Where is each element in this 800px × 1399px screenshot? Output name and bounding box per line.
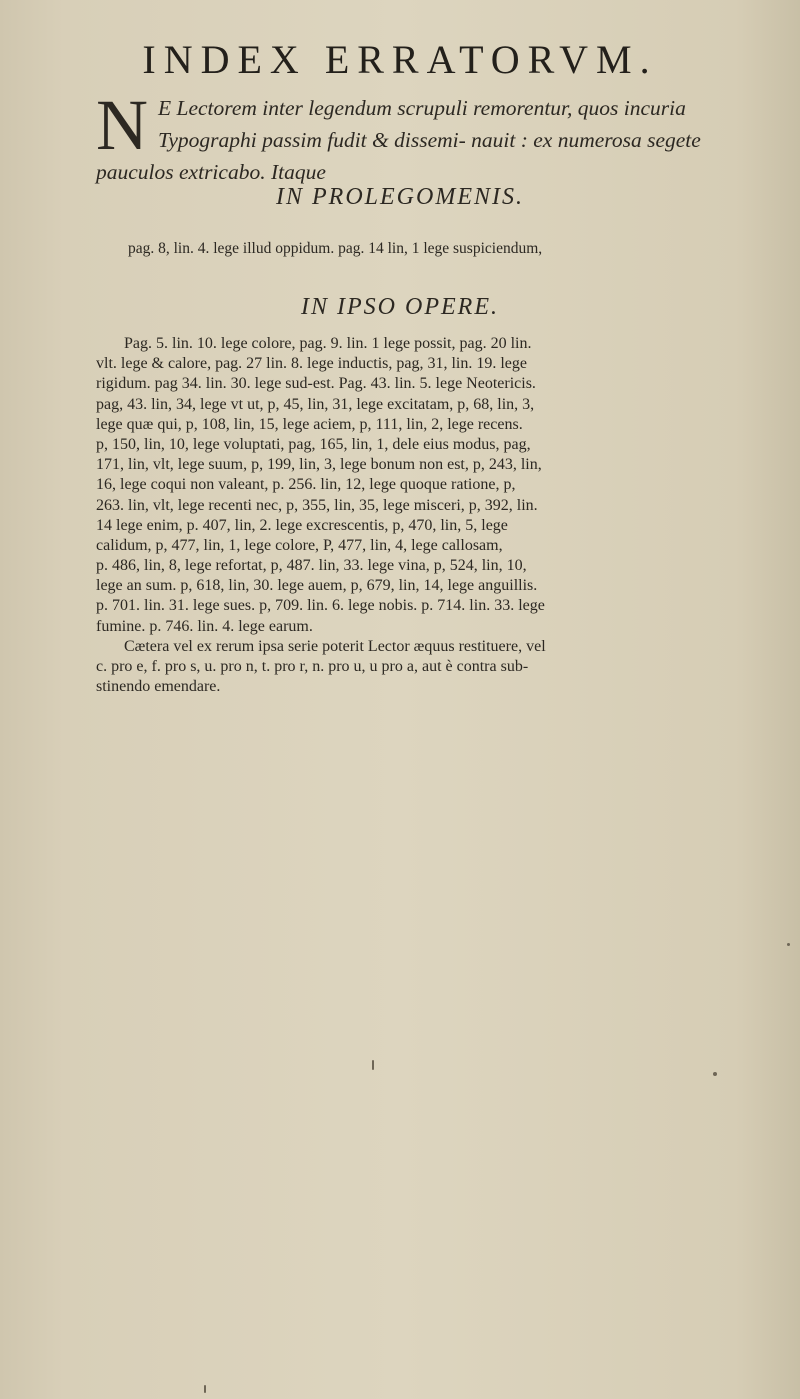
errata-line: pag, 43. lin, 34, lege vt ut, p, 45, lin, 31, lege excitatam, p, 68, lin, 3, (96, 395, 535, 413)
section-title-prolegomena: IN PROLEGOMENIS. (276, 184, 524, 210)
paper-speck (787, 943, 790, 946)
errata-line: 171, lin, vlt, lege suum, p, 199, lin, 3, lege bonum non est, p, 243, lin, (96, 456, 542, 474)
errata-line: lege quæ qui, p, 108, lin, 15, lege aciem, p, 111, lin, 2, lege recens. (96, 415, 523, 433)
errata-line: fumine. p. 746. lin. 4. lege earum. (96, 617, 313, 635)
errata-line: 16, lege coqui non valeant, p. 256. lin, 12, lege quoque ratione, p, (96, 476, 516, 494)
paper-speck (713, 1072, 717, 1076)
errata-line: p, 150, lin, 10, lege voluptati, pag, 165, lin, 1, dele eius modus, pag, (96, 435, 531, 453)
errata-line: 14 lege enim, p. 407, lin, 2. lege excrescentis, p, 470, lin, 5, lege (96, 516, 508, 534)
page-heading: INDEX ERRATORVM. (142, 37, 658, 82)
closing-line: Cætera vel ex rerum ipsa serie poterit Lector æquus restituere, vel (124, 637, 546, 655)
errata-line: calidum, p, 477, lin, 1, lege colore, P, 477, lin, 4, lege callosam, (96, 536, 503, 554)
intro-text: E Lectorem inter legendum scrupuli remorentur, quos incuria Typographi passim fudit & dissemi- nauit : ex numerosa segete pauculos extricabo. Itaque (96, 96, 701, 184)
errata-line: rigidum. pag 34. lin. 30. lege sud-est. Pag. 43. lin. 5. lege Neotericis. (96, 375, 536, 393)
paper-speck (204, 1385, 206, 1393)
drop-cap: N (96, 85, 148, 165)
opere-errata-list (96, 334, 776, 697)
prolegomena-errata-line: pag. 8, lin. 4. lege illud oppidum. pag. 14 lin, 1 lege suspiciendum, (128, 240, 543, 257)
intro-paragraph (96, 85, 756, 188)
errata-line: lege an sum. p, 618, lin, 30. lege auem, p, 679, lin, 14, lege anguillis. (96, 577, 538, 595)
paper-speck (372, 1060, 374, 1070)
closing-line: stinendo emendare. (96, 678, 221, 696)
errata-line: p. 701. lin. 31. lege sues. p, 709. lin. 6. lege nobis. p. 714. lin. 33. lege (96, 597, 545, 615)
errata-line: p. 486, lin, 8, lege refortat, p, 487. lin, 33. lege vina, p, 524, lin, 10, (96, 557, 527, 575)
errata-line: 263. lin, vlt, lege recenti nec, p, 355, lin, 35, lege misceri, p, 392, lin. (96, 496, 538, 514)
closing-line: c. pro e, f. pro s, u. pro n, t. pro r, n. pro u, u pro a, aut è contra sub- (96, 658, 529, 675)
errata-line: Pag. 5. lin. 10. lege colore, pag. 9. lin. 1 lege possit, pag. 20 lin. (124, 335, 532, 352)
section-title-opere: IN IPSO OPERE. (301, 294, 499, 320)
errata-line: vlt. lege & calore, pag. 27 lin. 8. lege inductis, pag, 31, lin. 19. lege (96, 355, 528, 373)
